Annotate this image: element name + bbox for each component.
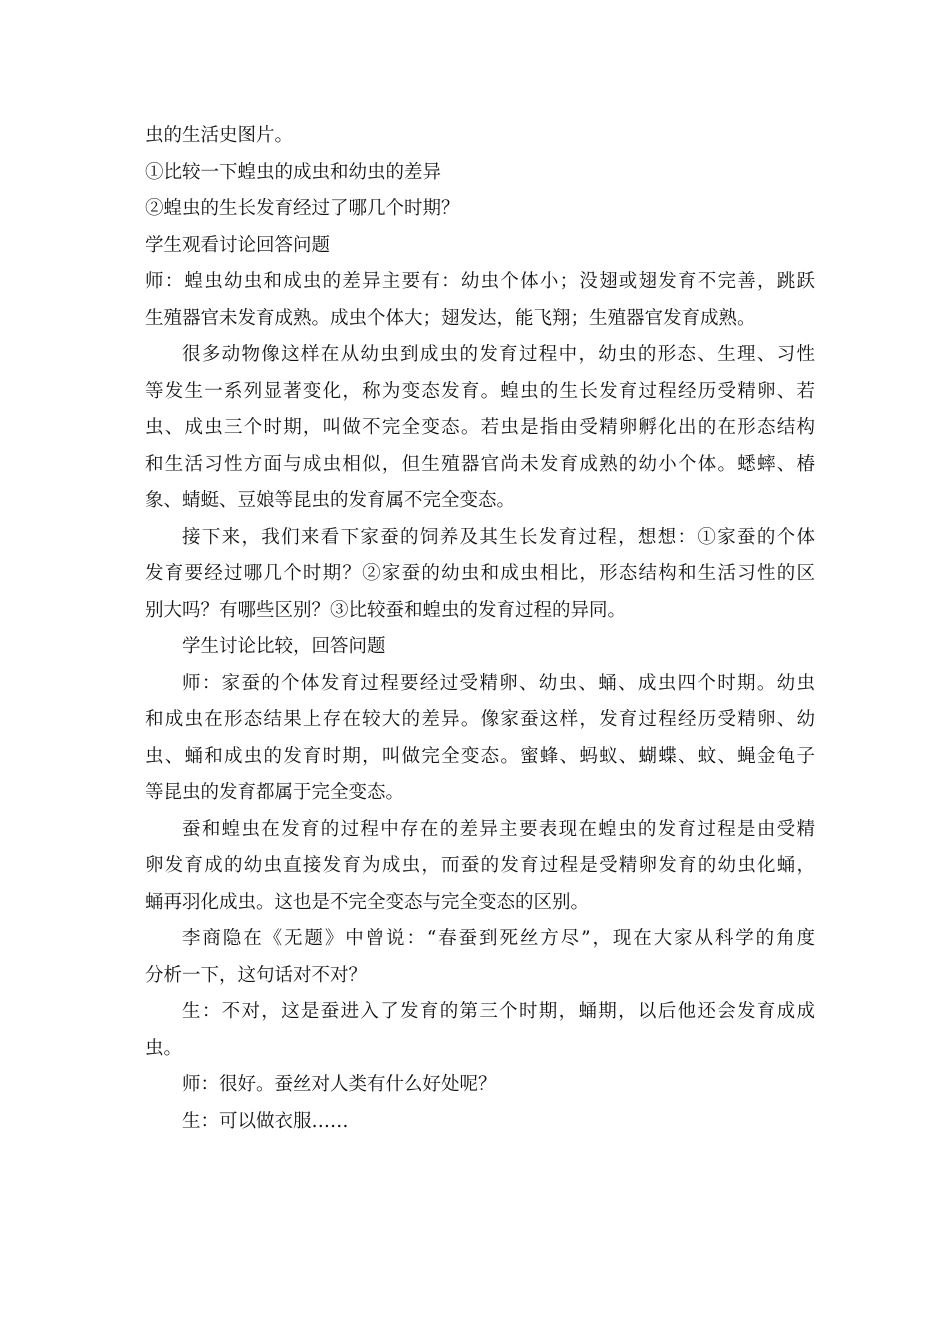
text-line: 虫的生活史图片。	[145, 125, 294, 146]
paragraph-first-line: 很多动物像这样在从幼虫到成虫的发育过程中，幼虫的形态、生理、习性	[182, 344, 815, 365]
text-line: 别大吗？有哪些区别？③比较蚕和蝗虫的发育过程的异同。	[145, 599, 627, 621]
paragraph-first-line: 生：不对，这是蚕进入了发育的第三个时期，蛹期，以后他还会发育成成	[182, 1001, 815, 1022]
paragraph-first-line: 师：家蚕的个体发育过程要经过受精卵、幼虫、蛹、成虫四个时期。幼虫	[182, 672, 815, 694]
text-line: 虫。	[145, 1037, 183, 1059]
paragraph-first-line: 生：可以做衣服……	[182, 1110, 349, 1132]
text-line: 蛹再羽化成虫。这也是不完全变态与完全变态的区别。	[145, 891, 590, 913]
text-line: 虫、成虫三个时期，叫做不完全变态。若虫是指由受精卵孵化出的在形态结构	[145, 417, 815, 438]
text-line: 发育要经过哪几个时期？②家蚕的幼虫和成虫相比，形态结构和生活习性的区	[145, 563, 815, 584]
text-line: 卵发育成的幼虫直接发育为成虫，而蚕的发育过程是受精卵发育的幼虫化蛹，	[145, 855, 815, 876]
paragraph-first-line: 蚕和蝗虫在发育的过程中存在的差异主要表现在蝗虫的发育过程是由受精	[182, 818, 815, 840]
text-line: 虫、蛹和成虫的发育时期，叫做完全变态。蜜蜂、蚂蚁、蝴蝶、蚊、蝇金龟子	[145, 745, 815, 767]
text-line: 学生观看讨论回答问题	[145, 234, 331, 256]
text-line: ①比较一下蝗虫的成虫和幼虫的差异	[145, 161, 442, 183]
paragraph-first-line: 接下来，我们来看下家蚕的饲养及其生长发育过程，想想：①家蚕的个体	[182, 526, 815, 548]
paragraph-first-line: 学生讨论比较，回答问题	[182, 636, 386, 657]
paragraph-first-line: 李商隐在《无题》中曾说：“春蚕到死丝方尽”，现在大家从科学的角度	[182, 928, 815, 949]
text-line: 分析一下，这句话对不对？	[145, 964, 368, 986]
text-line: 等昆虫的发育都属于完全变态。	[145, 782, 405, 803]
text-line: 象、蜻蜓、豆娘等昆虫的发育属不完全变态。	[145, 490, 516, 511]
text-line: 和生活习性方面与成虫相似，但生殖器官尚未发育成熟的幼小个体。蟋蟀、椿	[145, 453, 815, 475]
text-line: ②蝗虫的生长发育经过了哪几个时期？	[145, 198, 460, 219]
text-line: 师：蝗虫幼虫和成虫的差异主要有：幼虫个体小；没翅或翅发育不完善，跳跃	[145, 271, 815, 292]
text-line: 和成虫在形态结果上存在较大的差异。像家蚕这样，发育过程经历受精卵、幼	[145, 709, 815, 730]
text-line: 等发生一系列显著变化，称为变态发育。蝗虫的生长发育过程经历受精卵、若	[145, 380, 815, 402]
document-page	[145, 118, 815, 1140]
text-line: 生殖器官未发育成熟。成虫个体大；翅发达，能飞翔；生殖器官发育成熟。	[145, 307, 756, 329]
paragraph-first-line: 师：很好。蚕丝对人类有什么好处呢？	[182, 1074, 497, 1095]
